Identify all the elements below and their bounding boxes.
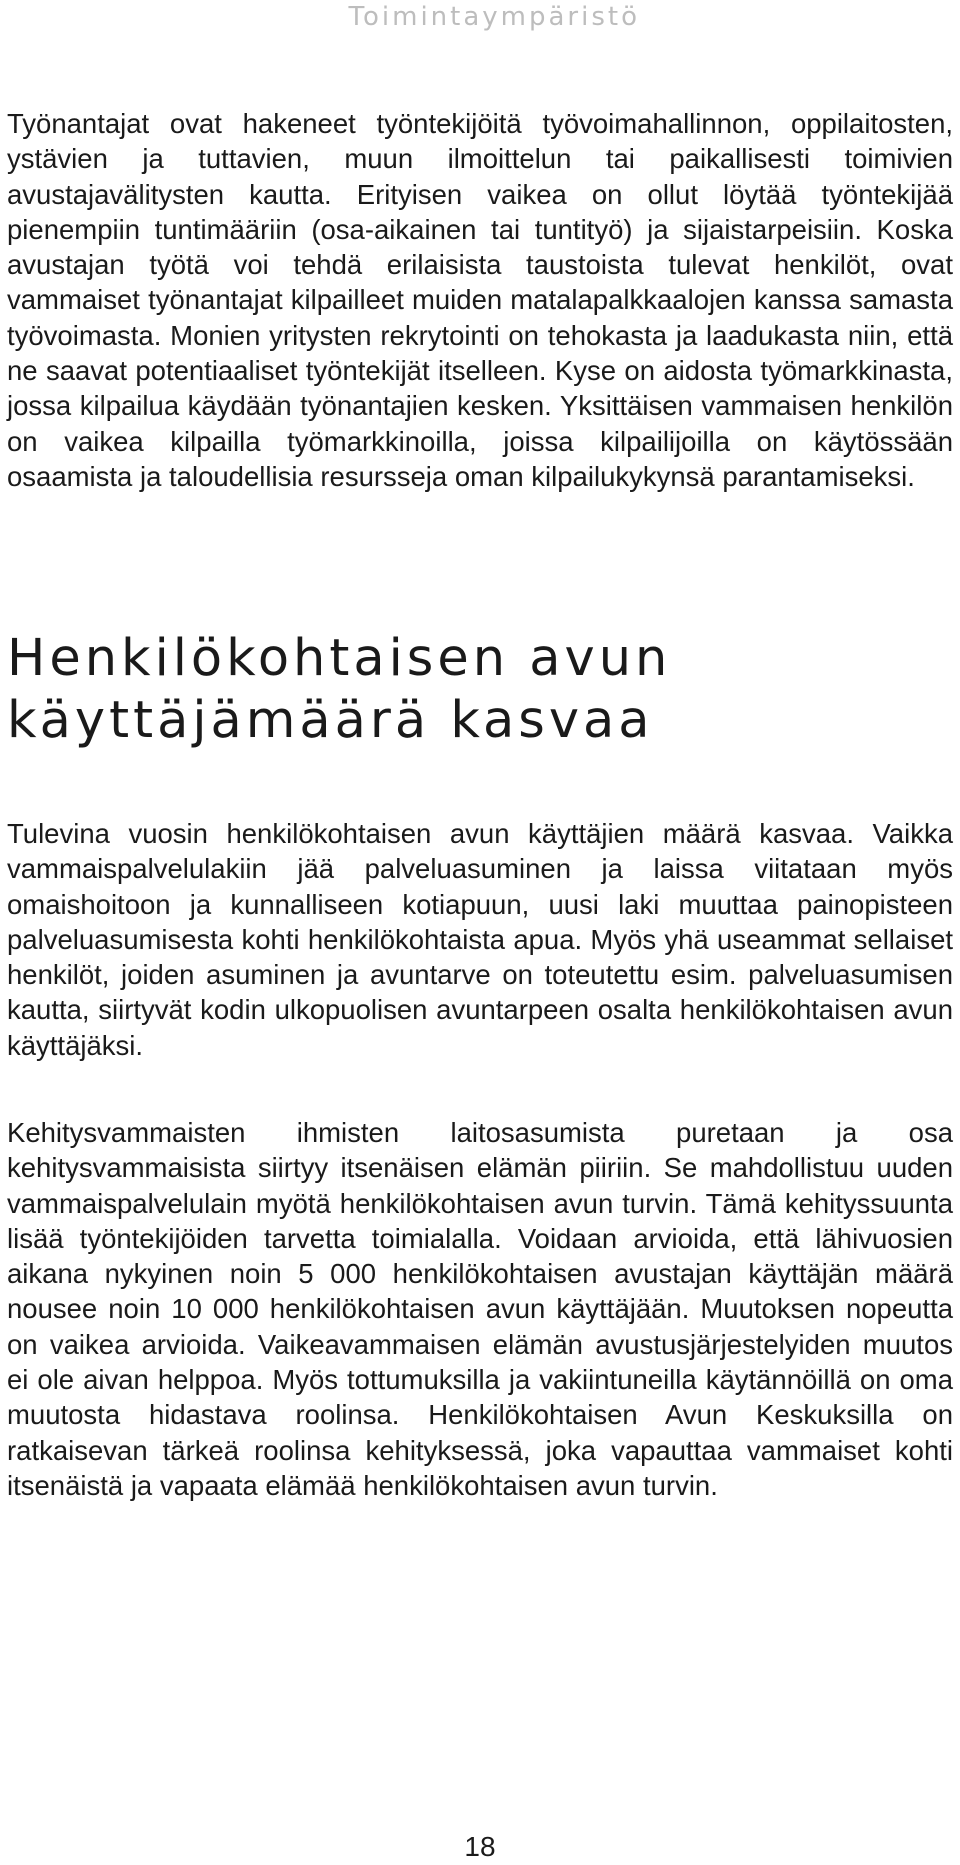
paragraph-user-growth: Tulevina vuosin henkilökohtaisen avun käyttäjien määrä kasvaa. Vaikka vammaispalvelulakiin jää palveluasuminen ja laissa viitataan myös omaishoitoon ja kunnalliseen kotiapuun, uusi laki muuttaa painopisteen palveluasumisesta kohti henkilökohtaista apua. Myös yhä useammat sellaiset henkilöt, joiden asuminen ja avuntarve on toteutettu esim. palveluasumisen kautta, siirtyvät kodin ulkopuolisen avuntarpeen osalta henkilökohtaisen avun käyttäjäksi.: [7, 818, 953, 1061]
paragraph-deinstitutionalization: Kehitysvammaisten ihmisten laitosasumista puretaan ja osa kehitysvammaisista siirtyy itsenäisen elämän piiriin. Se mahdollistuu uuden vammaispalvelulain myötä henkilökohtaisen avun turvin. Tämä kehityssuunta lisää työntekijöiden tarvetta toimialalla. Voidaan arvioida, että lähivuosien aikana nykyinen noin 5 000 henkilökohtaisen avustajan käyttäjän määrä nousee noin 10 000 henkilökohtaisen avun käyttäjään. Muutoksen nopeutta on vaikea arvioida. Vaikeavammaisen elämän avustusjärjestelyiden muutos ei ole aivan helppoa. Myös tottumuksilla ja vakiintuneilla käytännöillä on oma muutosta hidastava roolinsa. Henkilökohtaisen Avun Keskuksilla on ratkaisevan tärkeä roolinsa kehityksessä, joka vapauttaa vammaiset kohti itsenäistä ja vapaata elämää henkilökohtaisen avun turvin.: [7, 1117, 953, 1501]
running-header-title: Toimintaympäristö: [348, 2, 640, 32]
page-number: 18: [464, 1831, 496, 1862]
paragraph-recruitment: Työnantajat ovat hakeneet työntekijöitä työvoimahallinnon, oppilaitosten, ystävien ja tuttavien, muun ilmoittelun tai paikallisesti toimivien avustajavälitysten kautta. Erityisen vaikea on ollut löytää työntekijää pienempiin tuntimääriin (osa-aikainen tai tuntityö) ja sijaistarpeisiin. Koska avustajan työtä voi tehdä erilaisista taustoista tulevat henkilöt, ovat vammaiset työnantajat kilpailleet muiden matalapalkkaalojen kanssa samasta työvoimasta. Monien yritysten rekrytointi on tehokasta ja laadukasta niin, että ne saavat potentiaaliset työntekijät itselleen. Kyse on aidosta työmarkkinasta, jossa kilpailua käydään työnantajien kesken. Yksittäisen vammaisen henkilön on vaikea kilpailla työmarkkinoilla, joissa kilpailijoilla on käytössään osaamista ja taloudellisia resursseja oman kilpailukykynsä parantamiseksi.: [7, 108, 953, 492]
section-heading: Henkilökohtaisen avun käyttäjämäärä kasvaa: [7, 629, 672, 750]
